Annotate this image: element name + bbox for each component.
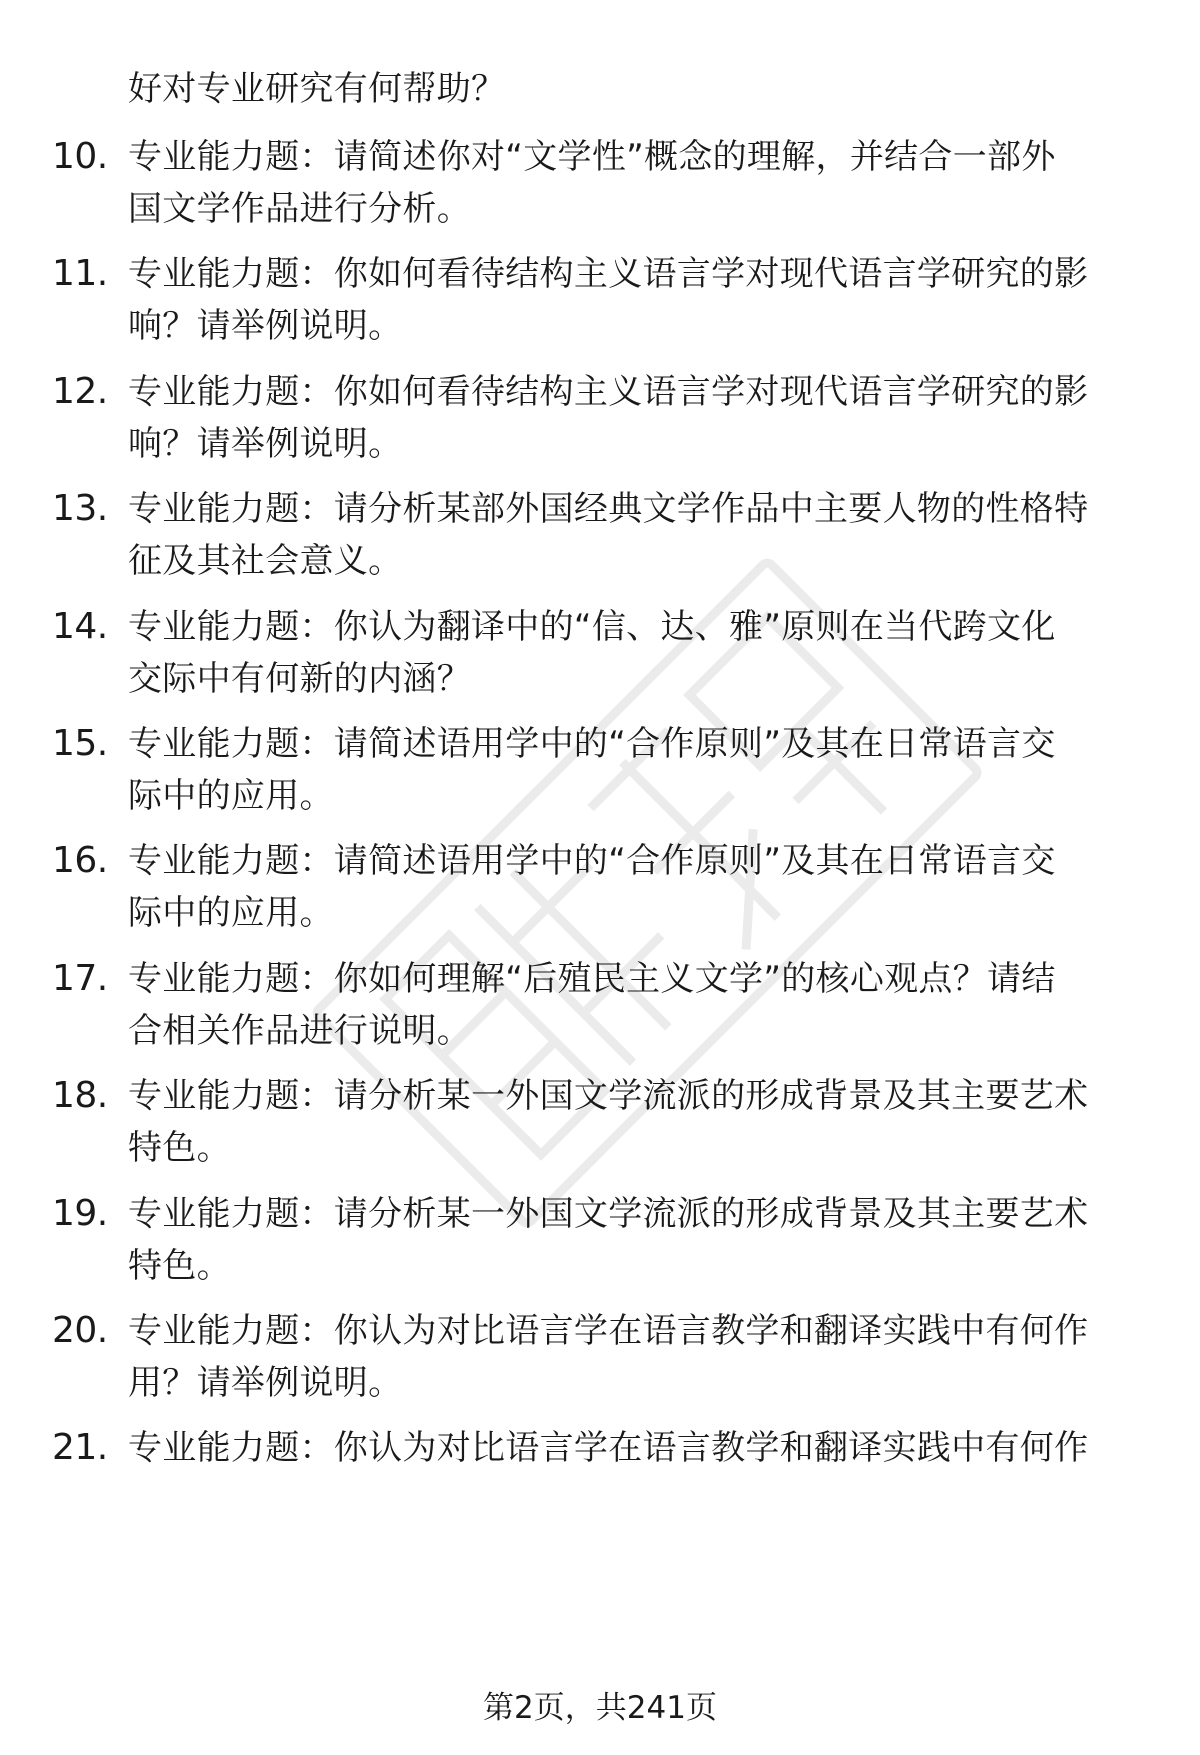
question-text-line: 响？请举例说明。 [128,306,403,346]
question-text [128,1188,1128,1292]
question-number: 14. [52,606,108,647]
question-text-line: 特色。 [128,1246,231,1286]
question-text [128,718,1128,822]
question-number: 18. [52,1075,108,1116]
question-text-line: 专业能力题：你如何理解“后殖民主义文学”的核心观点？请结 [128,959,1056,999]
question-text-line: 专业能力题：你认为翻译中的“信、达、雅”原则在当代跨文化 [128,607,1056,647]
question-text [128,483,1128,587]
question-number: 11. [52,253,108,294]
question-text-line: 用？请举例说明。 [128,1363,403,1403]
question-text-line: 特色。 [128,1128,231,1168]
question-text-line: 专业能力题：请分析某一外国文学流派的形成背景及其主要艺术 [128,1076,1089,1116]
question-text [128,601,1128,705]
question-text-line: 际中的应用。 [128,776,334,816]
question-text-line: 专业能力题：你认为对比语言学在语言教学和翻译实践中有何作 [128,1311,1089,1351]
question-text [128,1422,1128,1474]
question-text [128,131,1128,235]
continuation-text: 好对专业研究有何帮助？ [128,69,506,109]
question-text-line: 响？请举例说明。 [128,424,403,464]
question-number: 15. [52,723,108,764]
question-text-line: 专业能力题：请简述你对“文学性”概念的理解，并结合一部外 [128,137,1056,177]
question-number: 19. [52,1193,108,1234]
question-number: 10. [52,136,108,177]
question-number: 13. [52,488,108,529]
question-text [128,366,1128,470]
question-text-line: 际中的应用。 [128,893,334,933]
question-text-line: 征及其社会意义。 [128,541,403,581]
question-text-line: 专业能力题：你如何看待结构主义语言学对现代语言学研究的影 [128,254,1089,294]
question-text-line: 专业能力题：请简述语用学中的“合作原则”及其在日常语言交 [128,841,1056,881]
question-text [128,1070,1128,1174]
question-text [128,953,1128,1057]
question-text [128,248,1128,352]
page-footer: 第2页，共241页 [483,1690,717,1726]
question-number: 20. [52,1310,108,1351]
question-number: 16. [52,840,108,881]
question-text-line: 专业能力题：请分析某部外国经典文学作品中主要人物的性格特 [128,489,1089,529]
question-text-line: 交际中有何新的内涵？ [128,659,471,699]
question-text-line: 合相关作品进行说明。 [128,1011,471,1051]
question-number: 17. [52,958,108,999]
question-text-line: 专业能力题：请分析某一外国文学流派的形成背景及其主要艺术 [128,1194,1089,1234]
question-number: 21. [52,1427,108,1468]
question-number: 12. [52,371,108,412]
question-text-line: 专业能力题：你如何看待结构主义语言学对现代语言学研究的影 [128,372,1089,412]
question-text-line: 专业能力题：请简述语用学中的“合作原则”及其在日常语言交 [128,724,1056,764]
question-text-line: 专业能力题：你认为对比语言学在语言教学和翻译实践中有何作 [128,1428,1089,1468]
question-text [128,835,1128,939]
question-text-line: 国文学作品进行分析。 [128,189,471,229]
question-text [128,1305,1128,1409]
